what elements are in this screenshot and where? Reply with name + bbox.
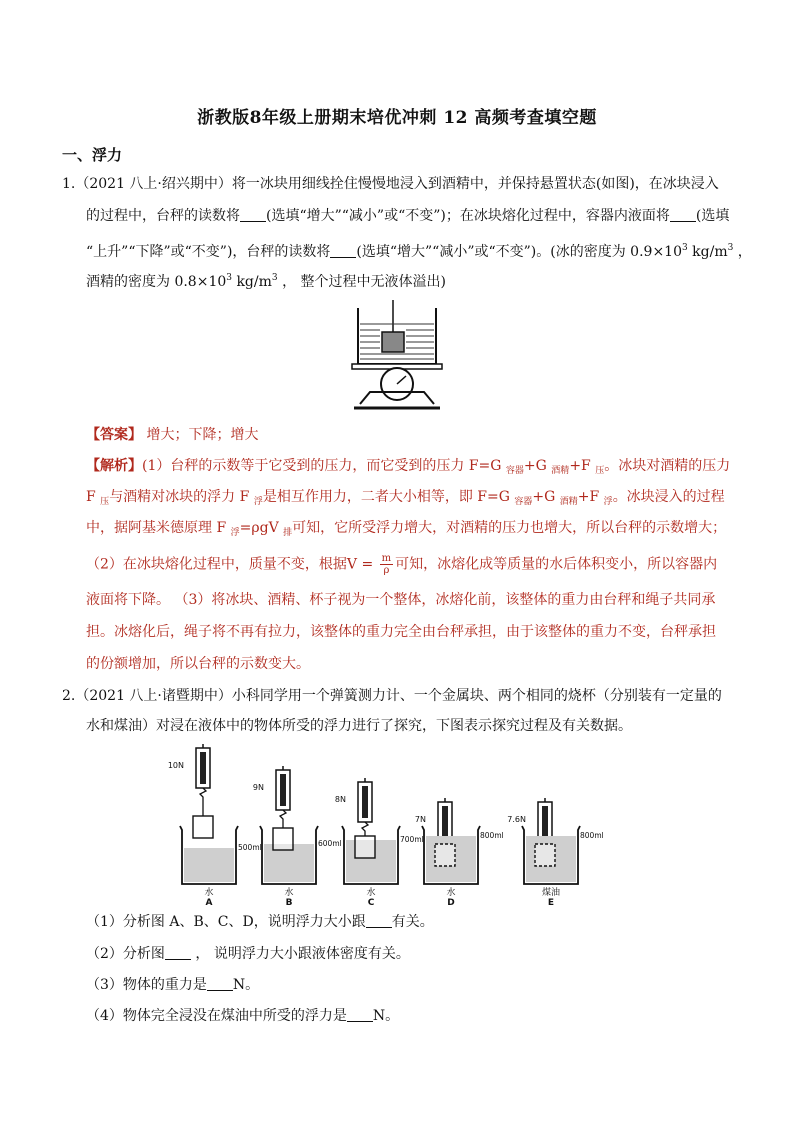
q1-text: ， 整个过程中无液体溢出) — [277, 274, 446, 290]
analysis-text: 是相互作用力，二者大小相等，即 F=G — [262, 489, 515, 505]
subscript: 浮 — [603, 497, 613, 507]
subscript: 浮 — [253, 497, 263, 507]
figure-letter: E — [547, 898, 555, 908]
superscript: 3 — [682, 243, 688, 253]
metal-block — [355, 836, 375, 858]
q2-sub-2 — [86, 944, 410, 964]
answer-blank[interactable] — [240, 207, 266, 222]
liquid-label: 水 — [284, 888, 294, 898]
q1-text: (选填“增大”“减小”或“不变”)。(冰的密度为 0.9×10 — [356, 244, 682, 260]
scale-reading-label: 9N — [252, 783, 264, 792]
analysis-line-2 — [86, 487, 725, 512]
analysis-text: 。冰块对酒精的压力 — [604, 458, 731, 474]
q2-line-2: 水和煤油）对浸在液体中的物体所受的浮力进行了探究，下图表示探究过程及有关数据。 — [86, 718, 632, 734]
analysis-text: +G — [523, 458, 552, 474]
spring-scale-inner — [280, 774, 286, 806]
subscript: 酒精 — [551, 466, 570, 476]
analysis-text: +F — [577, 489, 604, 505]
analysis-text: 中，据阿基米德原理 F — [86, 520, 231, 536]
volume-label: 700ml — [400, 835, 424, 844]
scale-reading-label: 8N — [334, 795, 346, 804]
answer-blank[interactable] — [347, 1007, 373, 1022]
subscript: 压 — [595, 466, 605, 476]
subscript: 容器 — [505, 466, 524, 476]
spring-scale-inner — [542, 806, 548, 838]
q2-text: N。 — [232, 977, 260, 993]
q1-text: ， — [733, 244, 752, 260]
analysis-text: 可知，冰熔化成等质量的水后体积变小，所以容器内 — [395, 556, 718, 573]
q2-text: （3）物体的重力是 — [86, 977, 207, 993]
answer-blank[interactable] — [366, 913, 392, 928]
q2-text: （1）分析图 A、B、C、D，说明浮力大小跟 — [86, 914, 366, 930]
q1-line-1: 1.（2021 八上·绍兴期中）将一冰块用细线拴住慢慢地浸入到酒精中，并保持悬置状态(如图)，在冰块浸入 — [62, 176, 719, 192]
subscript: 浮 — [230, 528, 240, 538]
analysis-text: +G — [532, 489, 560, 505]
liquid-label: 煤油 — [541, 888, 561, 898]
q2-text: 有关。 — [391, 914, 434, 930]
scale-reading-label: 7N — [414, 815, 426, 824]
ice-scale-figure — [330, 296, 460, 418]
q2-text: N。 — [372, 1008, 400, 1024]
scale-wire — [362, 822, 368, 836]
volume-label: 500ml — [238, 843, 262, 852]
figure-letter: B — [285, 898, 293, 908]
liquid — [184, 848, 234, 882]
q1-text: kg/m — [232, 274, 272, 290]
q2-sub-3 — [86, 975, 259, 995]
analysis-line-7: 的份额增加，所以台秤的示数变大。 — [86, 656, 310, 672]
metal-block — [435, 844, 455, 866]
liquid-label: 水 — [204, 888, 214, 898]
q1-text: 的过程中，台秤的读数将 — [86, 208, 240, 224]
spring-scale-inner — [200, 752, 206, 784]
page-title: 浙教版8年级上册期末培优冲刺 12 高频考查填空题 — [197, 108, 597, 128]
superscript: 3 — [271, 273, 278, 283]
q2-text: （4）物体完全浸没在煤油中所受的浮力是 — [86, 1008, 347, 1024]
q2-text: （2）分析图 — [86, 946, 165, 962]
analysis-text: 与酒精对冰块的浮力 F — [109, 489, 254, 505]
analysis-line-4 — [86, 553, 717, 576]
analysis-text: (1）台秤的示数等于它受到的压力，而它受到的压力 F=G — [142, 458, 506, 474]
liquid-label: 水 — [366, 888, 376, 898]
answer-blank[interactable] — [207, 976, 233, 991]
q1-line-3 — [86, 238, 752, 262]
q2-sub-4 — [86, 1006, 399, 1026]
figure-letter: D — [447, 898, 455, 908]
analysis-text: 。冰块浸入的过程 — [612, 489, 725, 505]
answer-text: 增大；下降；增大 — [142, 427, 259, 443]
analysis-line-1 — [86, 456, 730, 481]
figure-letter: A — [205, 898, 213, 908]
scale-wire — [280, 810, 286, 828]
q1-text: 酒精的密度为 0.8×10 — [86, 274, 227, 290]
analysis-line-3 — [86, 518, 726, 543]
spring-scale-inner — [362, 786, 368, 818]
subscript: 压 — [100, 497, 110, 507]
metal-block — [535, 844, 555, 866]
q1-text: kg/m — [687, 244, 728, 260]
subscript: 排 — [283, 528, 293, 538]
volume-label: 800ml — [580, 831, 604, 840]
scale-reading-label: 7.6N — [507, 815, 526, 824]
q1-line-2 — [86, 206, 729, 226]
answer-blank[interactable] — [670, 207, 696, 222]
superscript: 3 — [226, 273, 232, 283]
fraction-denominator: ρ — [383, 565, 390, 576]
analysis-line-6: 担。冰熔化后，绳子将不再有拉力，该整体的重力完全由台秤承担，由于该整体的重力不变，台秤承担 — [86, 624, 716, 640]
volume-label: 600ml — [318, 839, 342, 848]
answer-blank[interactable] — [330, 243, 356, 258]
subscript: 容器 — [514, 497, 533, 507]
q2-line-1: 2.（2021 八上·诸暨期中）小科同学用一个弹簧测力计、一个金属块、两个相同的烧杯（分别装有一定量的 — [62, 688, 722, 704]
figure-letter: C — [367, 898, 375, 908]
metal-block — [273, 828, 293, 850]
q2-sub-1 — [86, 912, 434, 932]
fraction — [380, 553, 393, 576]
scale-reading-label: 10N — [167, 761, 184, 770]
answer-tag: 【答案】 — [86, 427, 142, 443]
q1-text: “上升”“下降”或“不变”)，台秤的读数将 — [86, 244, 331, 260]
buoyancy-experiment-figure — [167, 744, 630, 908]
q1-answer — [86, 425, 258, 445]
volume-label: 800ml — [480, 831, 504, 840]
analysis-line-5: 液面将下降。 （3）将冰块、酒精、杯子视为一个整体，冰熔化前，该整体的重力由台秤和绳子共同承 — [86, 592, 716, 608]
fraction-numerator: m — [381, 553, 392, 564]
metal-block — [193, 816, 213, 838]
q2-text: ， 说明浮力大小跟液体密度有关。 — [190, 946, 410, 962]
section-heading: 一、浮力 — [62, 146, 123, 164]
analysis-text: F — [86, 489, 101, 505]
analysis-text: （2）在冰块熔化过程中，质量不变，根据V = — [86, 556, 378, 573]
q1-line-4 — [86, 268, 446, 292]
answer-blank[interactable] — [165, 945, 191, 960]
superscript: 3 — [727, 243, 734, 253]
liquid-label: 水 — [446, 888, 456, 898]
subscript: 酒精 — [559, 497, 578, 507]
q1-text: (选填“增大”“减小”或“不变”)；在冰块熔化过程中，容器内液面将 — [266, 208, 670, 224]
q1-text: (选填 — [695, 208, 730, 224]
analysis-text: 可知，它所受浮力增大，对酒精的压力也增大，所以台秤的示数增大； — [292, 520, 727, 536]
analysis-tag: 【解析】 — [86, 458, 142, 474]
analysis-text: +F — [569, 458, 596, 474]
analysis-text: =ρgV — [239, 520, 284, 536]
scale-wire — [200, 788, 206, 816]
spring-scale-inner — [442, 806, 448, 838]
